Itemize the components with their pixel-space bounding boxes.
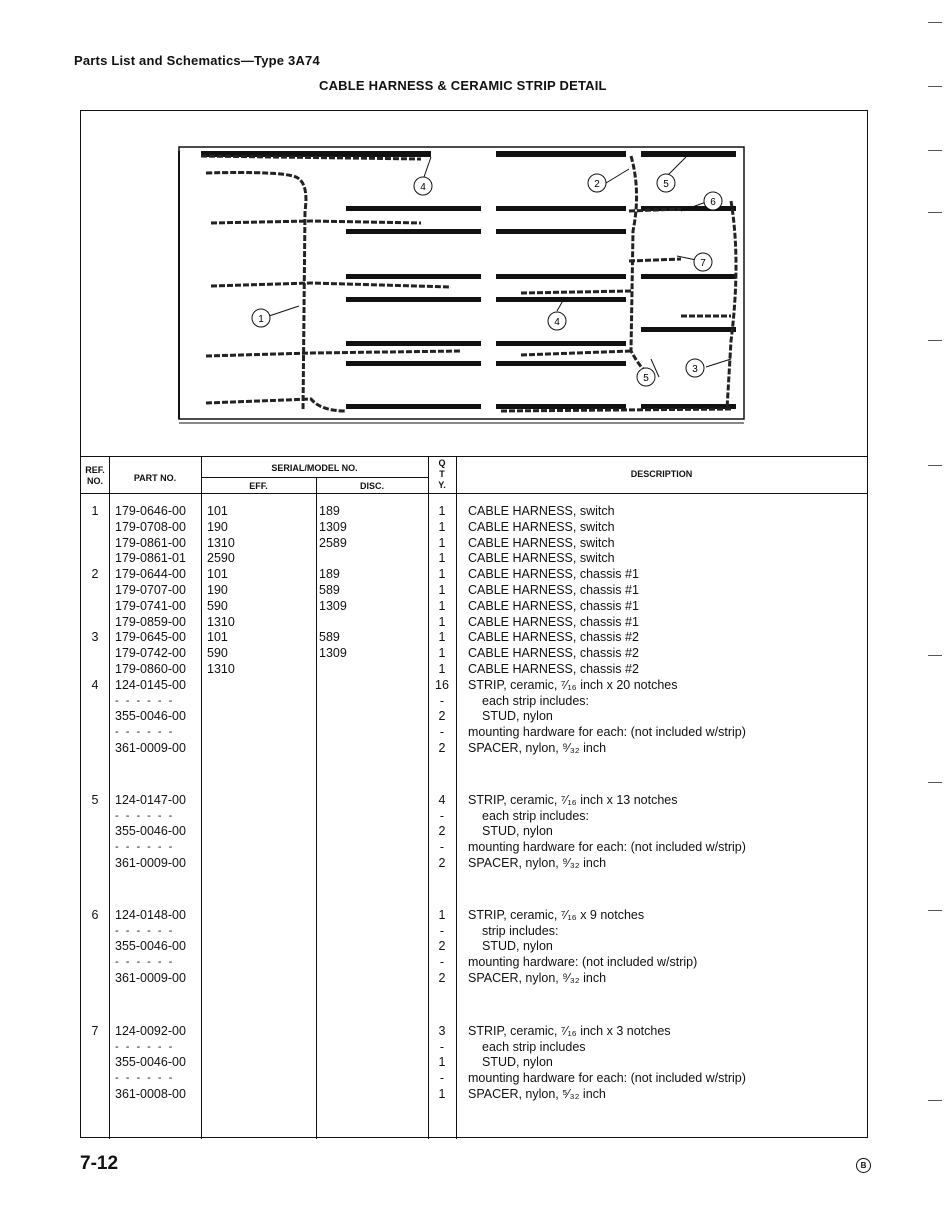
cell-qty: -: [439, 1071, 445, 1086]
cell-qty: 1: [438, 583, 446, 597]
cell-part-no: 179-0742-00: [115, 646, 186, 661]
callout-5-bottom: 5: [643, 373, 649, 384]
cell-part-no: 124-0092-00: [115, 1023, 186, 1038]
cell-part-no: 179-0644-00: [115, 567, 186, 582]
serial-sub-rule: [201, 477, 428, 478]
cell-qty: 1: [438, 662, 446, 676]
cell-qty: -: [439, 693, 445, 708]
cell-ref-no: 6: [91, 907, 99, 922]
cell-eff: 190: [207, 519, 228, 534]
cell-qty: -: [439, 955, 445, 970]
cell-part-no: 361-0009-00: [115, 741, 186, 755]
cell-part-no: 179-0859-00: [115, 614, 186, 629]
cell-qty: 2: [438, 741, 446, 755]
cell-part-no: - - - - - -: [115, 1072, 175, 1085]
cell-description: CABLE HARNESS, chassis #2: [468, 630, 639, 645]
cell-description: CABLE HARNESS, switch: [468, 535, 615, 550]
cell-disc: 1309: [319, 646, 347, 661]
cell-disc: 2589: [319, 535, 347, 550]
col-rule-ref: [109, 456, 110, 1139]
cell-disc: 589: [319, 583, 340, 597]
cell-description: CABLE HARNESS, chassis #2: [468, 646, 639, 661]
cell-eff: 190: [207, 583, 228, 597]
harness-diagram: [81, 111, 867, 456]
cell-eff: 101: [207, 567, 228, 582]
scan-edge-mark: [928, 22, 942, 23]
header-eff: EFF.: [249, 481, 268, 491]
callout-1: 1: [258, 314, 264, 325]
cell-part-no: 179-0707-00: [115, 583, 186, 597]
cell-description: mounting hardware: (not included w/strip): [468, 955, 698, 970]
cell-description: mounting hardware for each: (not included w/strip): [468, 1071, 746, 1086]
cell-description: STUD, nylon: [482, 709, 553, 724]
cell-qty: 16: [435, 677, 449, 692]
cell-description: strip includes:: [482, 923, 559, 938]
cell-eff: 2590: [207, 551, 235, 566]
cell-part-no: 361-0009-00: [115, 856, 186, 870]
cell-qty: -: [439, 725, 445, 740]
cell-qty: 2: [438, 856, 446, 870]
header-description: DESCRIPTION: [630, 469, 693, 479]
scan-edge-mark: [928, 150, 942, 151]
cell-part-no: - - - - - -: [115, 924, 175, 937]
cell-part-no: 124-0145-00: [115, 677, 186, 692]
cell-part-no: 355-0046-00: [115, 824, 186, 839]
cell-description: CABLE HARNESS, chassis #2: [468, 662, 639, 676]
cell-qty: 2: [438, 709, 446, 724]
cell-qty: 1: [438, 646, 446, 661]
header-qty: Q T Y.: [438, 458, 446, 490]
cell-qty: -: [439, 923, 445, 938]
cell-description: STUD, nylon: [482, 939, 553, 954]
cell-description: CABLE HARNESS, switch: [468, 504, 615, 518]
cell-description: each strip includes: [482, 1039, 586, 1054]
cell-description: SPACER, nylon, ⁵⁄₃₂ inch: [468, 1087, 606, 1101]
cell-part-no: 179-0645-00: [115, 630, 186, 645]
cell-qty: 2: [438, 939, 446, 954]
callout-7: 7: [700, 258, 706, 269]
cell-disc: 1309: [319, 598, 347, 613]
scan-edge-mark: [928, 910, 942, 911]
cell-eff: 101: [207, 630, 228, 645]
col-rule-disc: [428, 456, 429, 1139]
cell-eff: 1310: [207, 535, 235, 550]
cell-qty: -: [439, 840, 445, 855]
cell-part-no: - - - - - -: [115, 726, 175, 739]
col-rule-qty: [456, 456, 457, 1139]
cell-part-no: 124-0147-00: [115, 792, 186, 807]
callout-4-top: 4: [420, 182, 426, 193]
table-top-rule: [81, 456, 867, 457]
scan-edge-mark: [928, 782, 942, 783]
cell-description: STUD, nylon: [482, 1055, 553, 1070]
cell-qty: 1: [438, 535, 446, 550]
cell-part-no: 355-0046-00: [115, 1055, 186, 1070]
table-header-rule: [81, 493, 867, 494]
cell-part-no: 179-0861-00: [115, 535, 186, 550]
cell-description: SPACER, nylon, ⁹⁄₃₂ inch: [468, 741, 607, 755]
cell-description: CABLE HARNESS, switch: [468, 519, 615, 534]
cell-description: each strip includes:: [482, 808, 590, 823]
cell-eff: 1310: [207, 662, 235, 676]
callout-6: 6: [710, 197, 716, 208]
cell-part-no: 361-0008-00: [115, 1087, 186, 1101]
cell-qty: 1: [438, 598, 446, 613]
cell-qty: 1: [438, 519, 446, 534]
col-rule-part: [201, 456, 202, 1139]
cell-part-no: - - - - - -: [115, 1040, 175, 1053]
cell-part-no: 179-0860-00: [115, 662, 186, 676]
cell-disc: 1309: [319, 519, 347, 534]
scan-edge-mark: [928, 340, 942, 341]
cell-description: mounting hardware for each: (not included w/strip): [468, 725, 746, 740]
cell-qty: -: [439, 1039, 445, 1054]
cell-qty: 1: [438, 1055, 446, 1070]
cell-part-no: 355-0046-00: [115, 709, 186, 724]
cell-part-no: - - - - - -: [115, 841, 175, 854]
cell-part-no: 179-0646-00: [115, 504, 186, 518]
cell-part-no: 124-0148-00: [115, 907, 186, 922]
cell-ref-no: 1: [91, 504, 99, 518]
cell-qty: 4: [438, 792, 446, 807]
cell-part-no: 355-0046-00: [115, 939, 186, 954]
page-title: CABLE HARNESS & CERAMIC STRIP DETAIL: [319, 78, 607, 93]
cell-description: each strip includes:: [482, 693, 590, 708]
cell-description: STRIP, ceramic, ⁷⁄₁₆ inch x 13 notches: [468, 792, 678, 807]
cell-disc: 189: [319, 567, 340, 582]
cell-ref-no: 2: [91, 567, 99, 582]
scan-edge-mark: [928, 1100, 942, 1101]
cell-description: STRIP, ceramic, ⁷⁄₁₆ x 9 notches: [468, 907, 645, 922]
revision-mark: B: [856, 1158, 871, 1173]
cell-eff: 590: [207, 598, 228, 613]
cell-description: SPACER, nylon, ⁹⁄₃₂ inch: [468, 856, 607, 870]
cell-description: mounting hardware for each: (not included w/strip): [468, 840, 746, 855]
scan-edge-mark: [928, 465, 942, 466]
cell-qty: -: [439, 808, 445, 823]
cell-part-no: - - - - - -: [115, 694, 175, 707]
callout-5-top: 5: [663, 179, 669, 190]
header-serial-model: SERIAL/MODEL NO.: [271, 463, 358, 473]
header-disc: DISC.: [359, 481, 384, 491]
cell-qty: 1: [438, 504, 446, 518]
cell-part-no: 179-0861-01: [115, 551, 186, 566]
cell-qty: 1: [438, 614, 446, 629]
cell-description: STRIP, ceramic, ⁷⁄₁₆ inch x 20 notches: [468, 677, 678, 692]
cell-description: CABLE HARNESS, chassis #1: [468, 567, 639, 582]
cell-description: CABLE HARNESS, chassis #1: [468, 583, 639, 597]
cell-qty: 1: [438, 907, 446, 922]
cell-description: STUD, nylon: [482, 824, 553, 839]
cell-qty: 2: [438, 824, 446, 839]
cable-bundles: [201, 156, 736, 411]
cell-part-no: - - - - - -: [115, 956, 175, 969]
cell-ref-no: 5: [91, 792, 99, 807]
callout-3: 3: [692, 364, 698, 375]
cell-description: CABLE HARNESS, switch: [468, 551, 615, 566]
cell-description: STRIP, ceramic, ⁷⁄₁₆ inch x 3 notches: [468, 1023, 671, 1038]
cell-qty: 2: [438, 971, 446, 985]
cell-description: CABLE HARNESS, chassis #1: [468, 598, 639, 613]
cell-qty: 3: [438, 1023, 446, 1038]
page-number: 7-12: [80, 1153, 119, 1174]
cell-qty: 1: [438, 1087, 446, 1101]
cell-disc: 589: [319, 630, 340, 645]
cell-description: CABLE HARNESS, chassis #1: [468, 614, 639, 629]
callout-2: 2: [594, 179, 600, 190]
cell-eff: 590: [207, 646, 228, 661]
parts-frame: [80, 110, 868, 1138]
cell-part-no: 179-0741-00: [115, 598, 186, 613]
cell-qty: 1: [438, 551, 446, 566]
cell-ref-no: 3: [91, 630, 99, 645]
scan-edge-mark: [928, 212, 942, 213]
cell-part-no: 361-0009-00: [115, 971, 186, 985]
cell-qty: 1: [438, 630, 446, 645]
col-rule-eff: [316, 477, 317, 1139]
scan-edge-mark: [928, 86, 942, 87]
cell-ref-no: 4: [91, 677, 99, 692]
header-part-no: PART NO.: [133, 473, 177, 483]
cell-ref-no: 7: [91, 1023, 99, 1038]
cell-qty: 1: [438, 567, 446, 582]
cell-disc: 189: [319, 504, 340, 518]
header-ref: REF. NO.: [85, 465, 105, 486]
cell-eff: 101: [207, 504, 228, 518]
scan-edge-mark: [928, 655, 942, 656]
callout-4-bottom: 4: [554, 317, 560, 328]
cell-description: SPACER, nylon, ⁹⁄₃₂ inch: [468, 971, 607, 985]
cell-part-no: - - - - - -: [115, 809, 175, 822]
cell-eff: 1310: [207, 614, 235, 629]
cell-part-no: 179-0708-00: [115, 519, 186, 534]
page-header: Parts List and Schematics—Type 3A74: [74, 53, 320, 68]
